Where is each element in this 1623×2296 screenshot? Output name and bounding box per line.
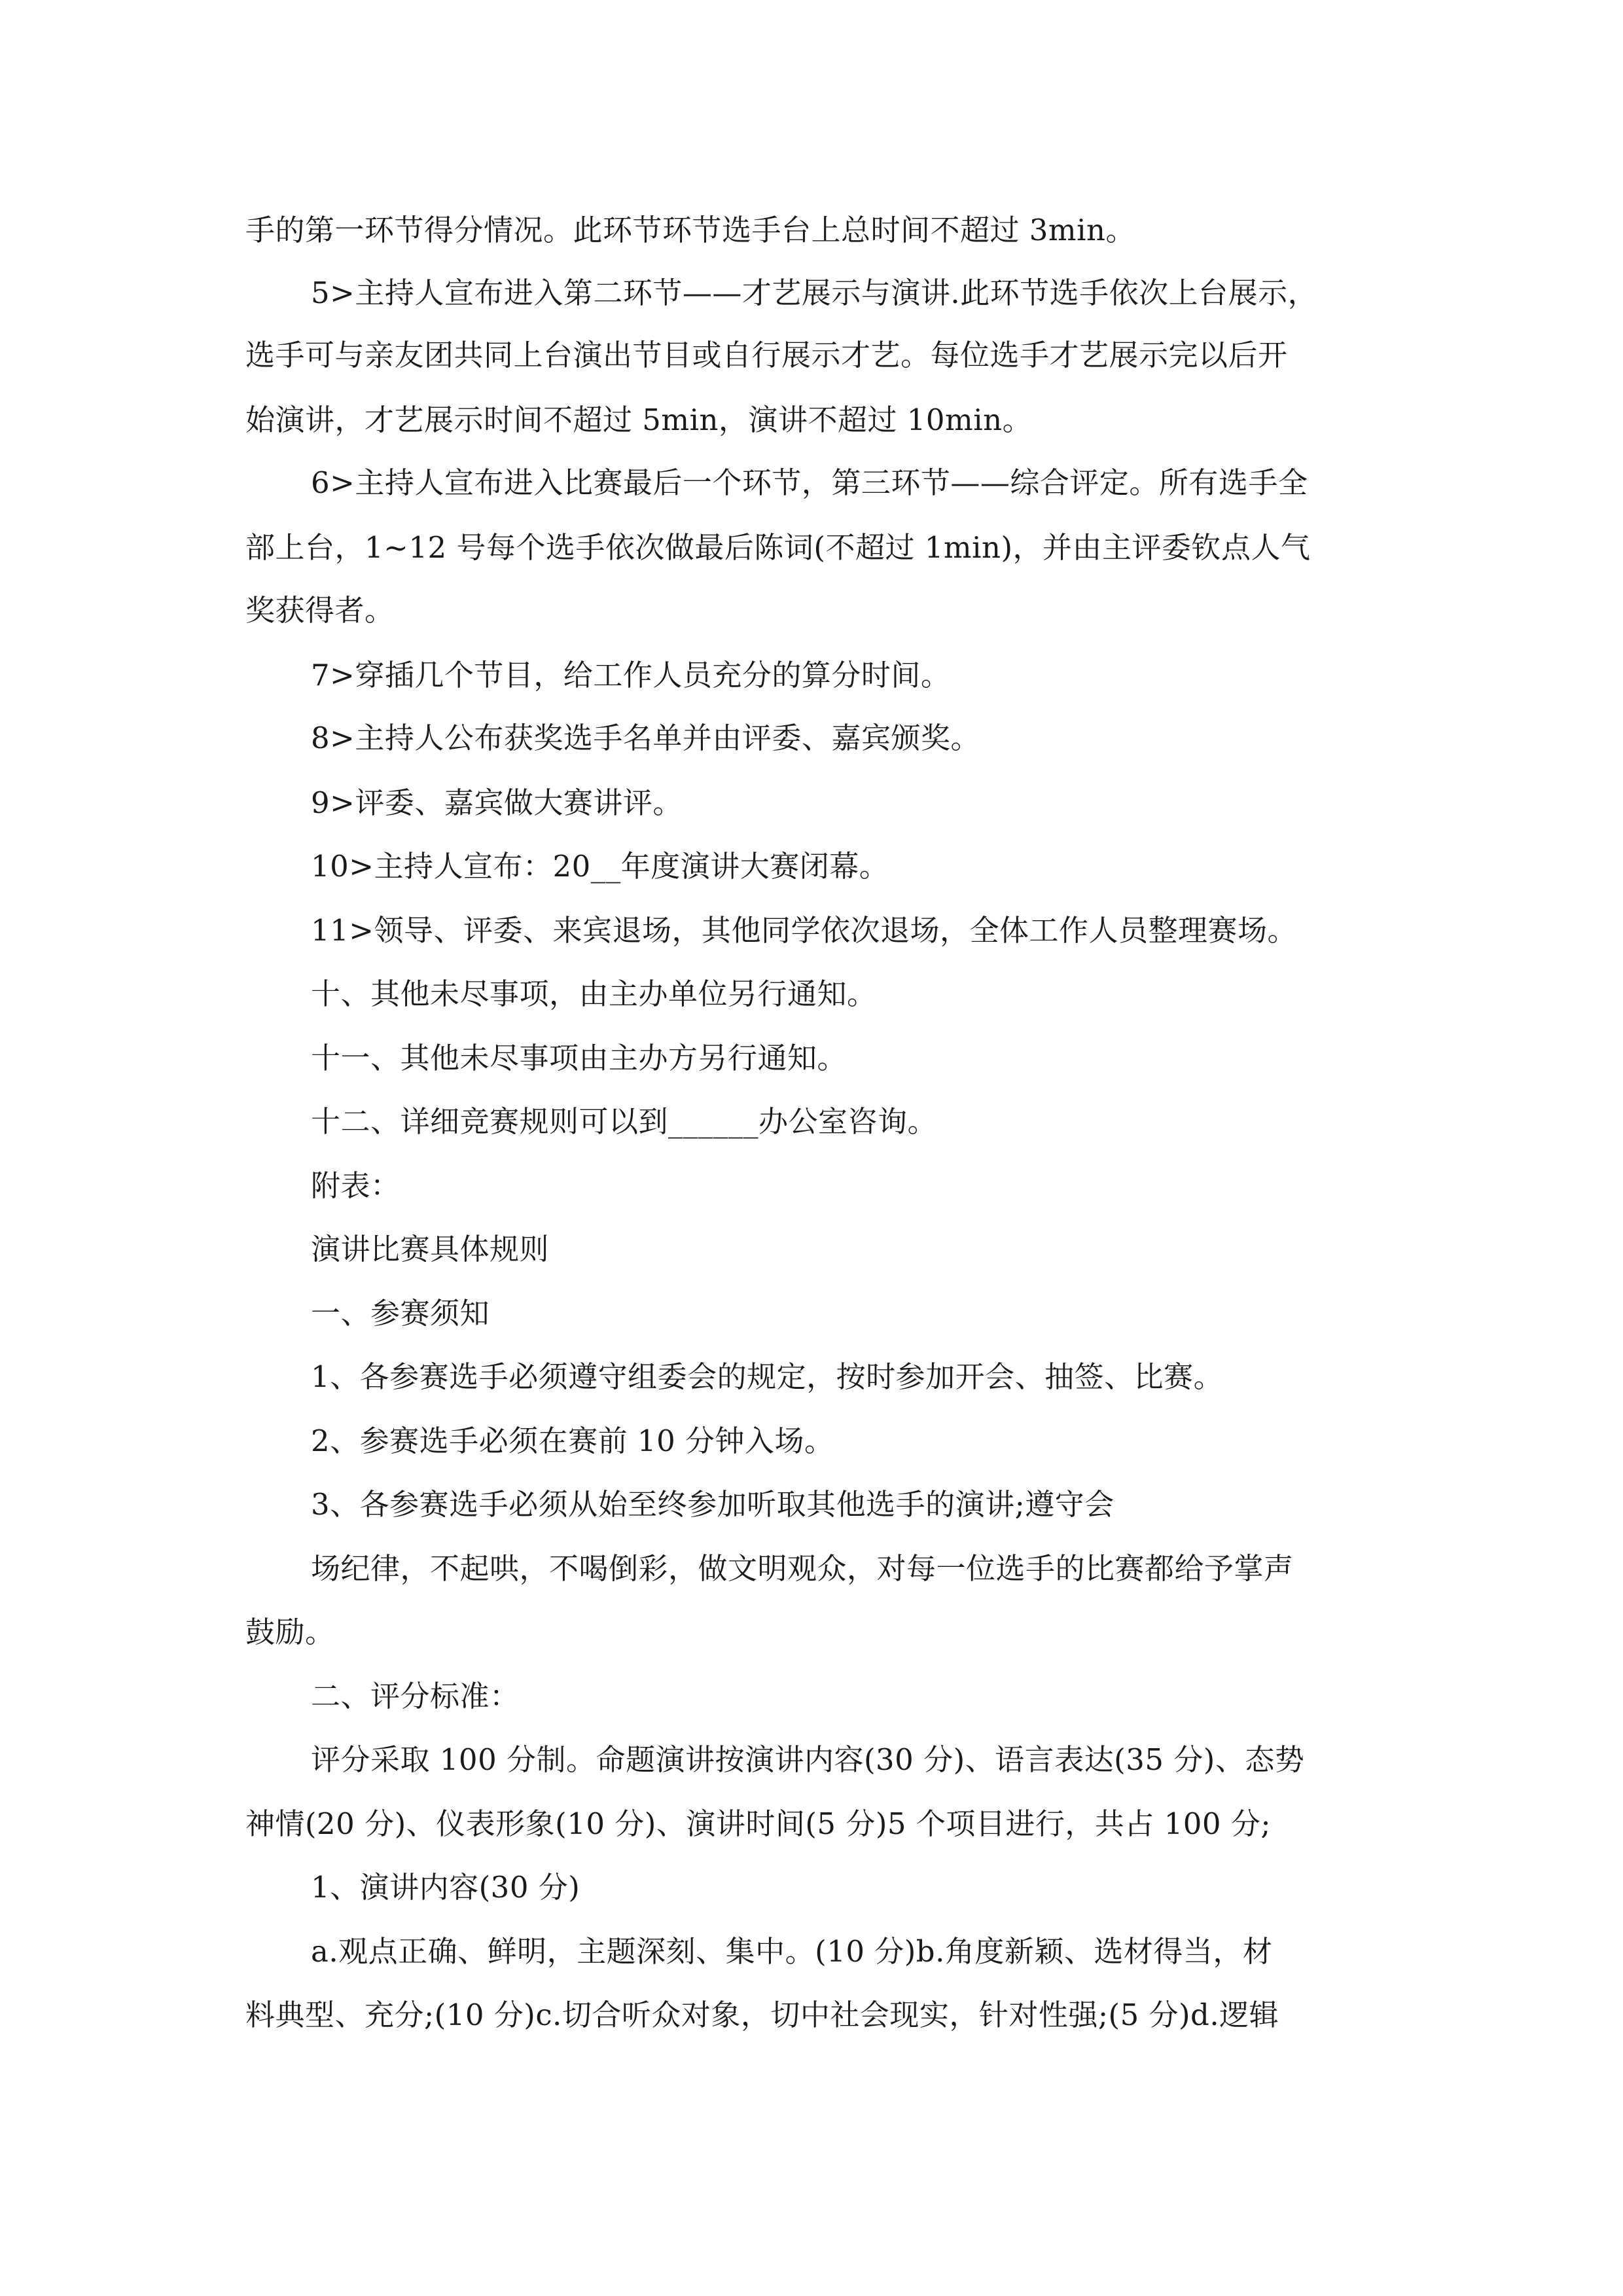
text-line: 选手可与亲友团共同上台演出节目或自行展示才艺。每位选手才艺展示完以后开	[245, 338, 1288, 372]
text-line: 6>主持人宣布进入比赛最后一个环节，第三环节——综合评定。所有选手全	[311, 465, 1308, 500]
text-line: 二、评分标准：	[311, 1679, 520, 1713]
text-line: 附表：	[311, 1168, 401, 1203]
text-line: 7>穿插几个节目，给工作人员充分的算分时间。	[311, 658, 951, 692]
text-line: a.观点正确、鲜明，主题深刻、集中。(10 分)b.角度新颖、选材得当，材	[311, 1934, 1273, 1969]
text-line: 1、各参赛选手必须遵守组委会的规定，按时参加开会、抽签、比赛。	[311, 1359, 1224, 1394]
text-line: 11>领导、评委、来宾退场，其他同学依次退场，全体工作人员整理赛场。	[311, 913, 1297, 948]
text-line: 评分采取 100 分制。命题演讲按演讲内容(30 分)、语言表达(35 分)、态势	[311, 1742, 1305, 1777]
text-line: 2、参赛选手必须在赛前 10 分钟入场。	[311, 1424, 834, 1458]
text-line: 5>主持人宣布进入第二环节——才艺展示与演讲.此环节选手依次上台展示，	[311, 276, 1318, 310]
text-line: 十、其他未尽事项，由主办单位另行通知。	[311, 977, 877, 1011]
text-line: 一、参赛须知	[311, 1296, 490, 1331]
text-line: 场纪律，不起哄，不喝倒彩，做文明观众，对每一位选手的比赛都给予掌声	[311, 1551, 1294, 1586]
text-line: 奖获得者。	[245, 593, 395, 628]
text-line: 1、演讲内容(30 分)	[311, 1870, 580, 1905]
text-line: 神情(20 分)、仪表形象(10 分)、演讲时间(5 分)5 个项目进行，共占 100 分;	[245, 1806, 1271, 1841]
text-line: 演讲比赛具体规则	[311, 1232, 550, 1266]
text-line: 9>评委、嘉宾做大赛讲评。	[311, 785, 683, 820]
text-line: 始演讲，才艺展示时间不超过 5min，演讲不超过 10min。	[245, 403, 1033, 437]
text-line: 料典型、充分;(10 分)c.切合听众对象，切中社会现实，针对性强;(5 分)d.逻辑	[245, 1998, 1279, 2032]
text-line: 手的第一环节得分情况。此环节环节选手台上总时间不超过 3min。	[245, 213, 1135, 247]
text-line: 鼓励。	[245, 1615, 335, 1649]
text-line: 十一、其他未尽事项由主办方另行通知。	[311, 1041, 847, 1075]
text-line: 3、各参赛选手必须从始至终参加听取其他选手的演讲;遵守会	[311, 1487, 1115, 1522]
text-line: 十二、详细竞赛规则可以到______办公室咨询。	[311, 1104, 938, 1139]
text-line: 10>主持人宣布：20__年度演讲大赛闭幕。	[311, 849, 889, 884]
text-line: 部上台，1~12 号每个选手依次做最后陈词(不超过 1min)，并由主评委钦点人气	[245, 530, 1311, 565]
text-line: 8>主持人公布获奖选手名单并由评委、嘉宾颁奖。	[311, 721, 980, 755]
